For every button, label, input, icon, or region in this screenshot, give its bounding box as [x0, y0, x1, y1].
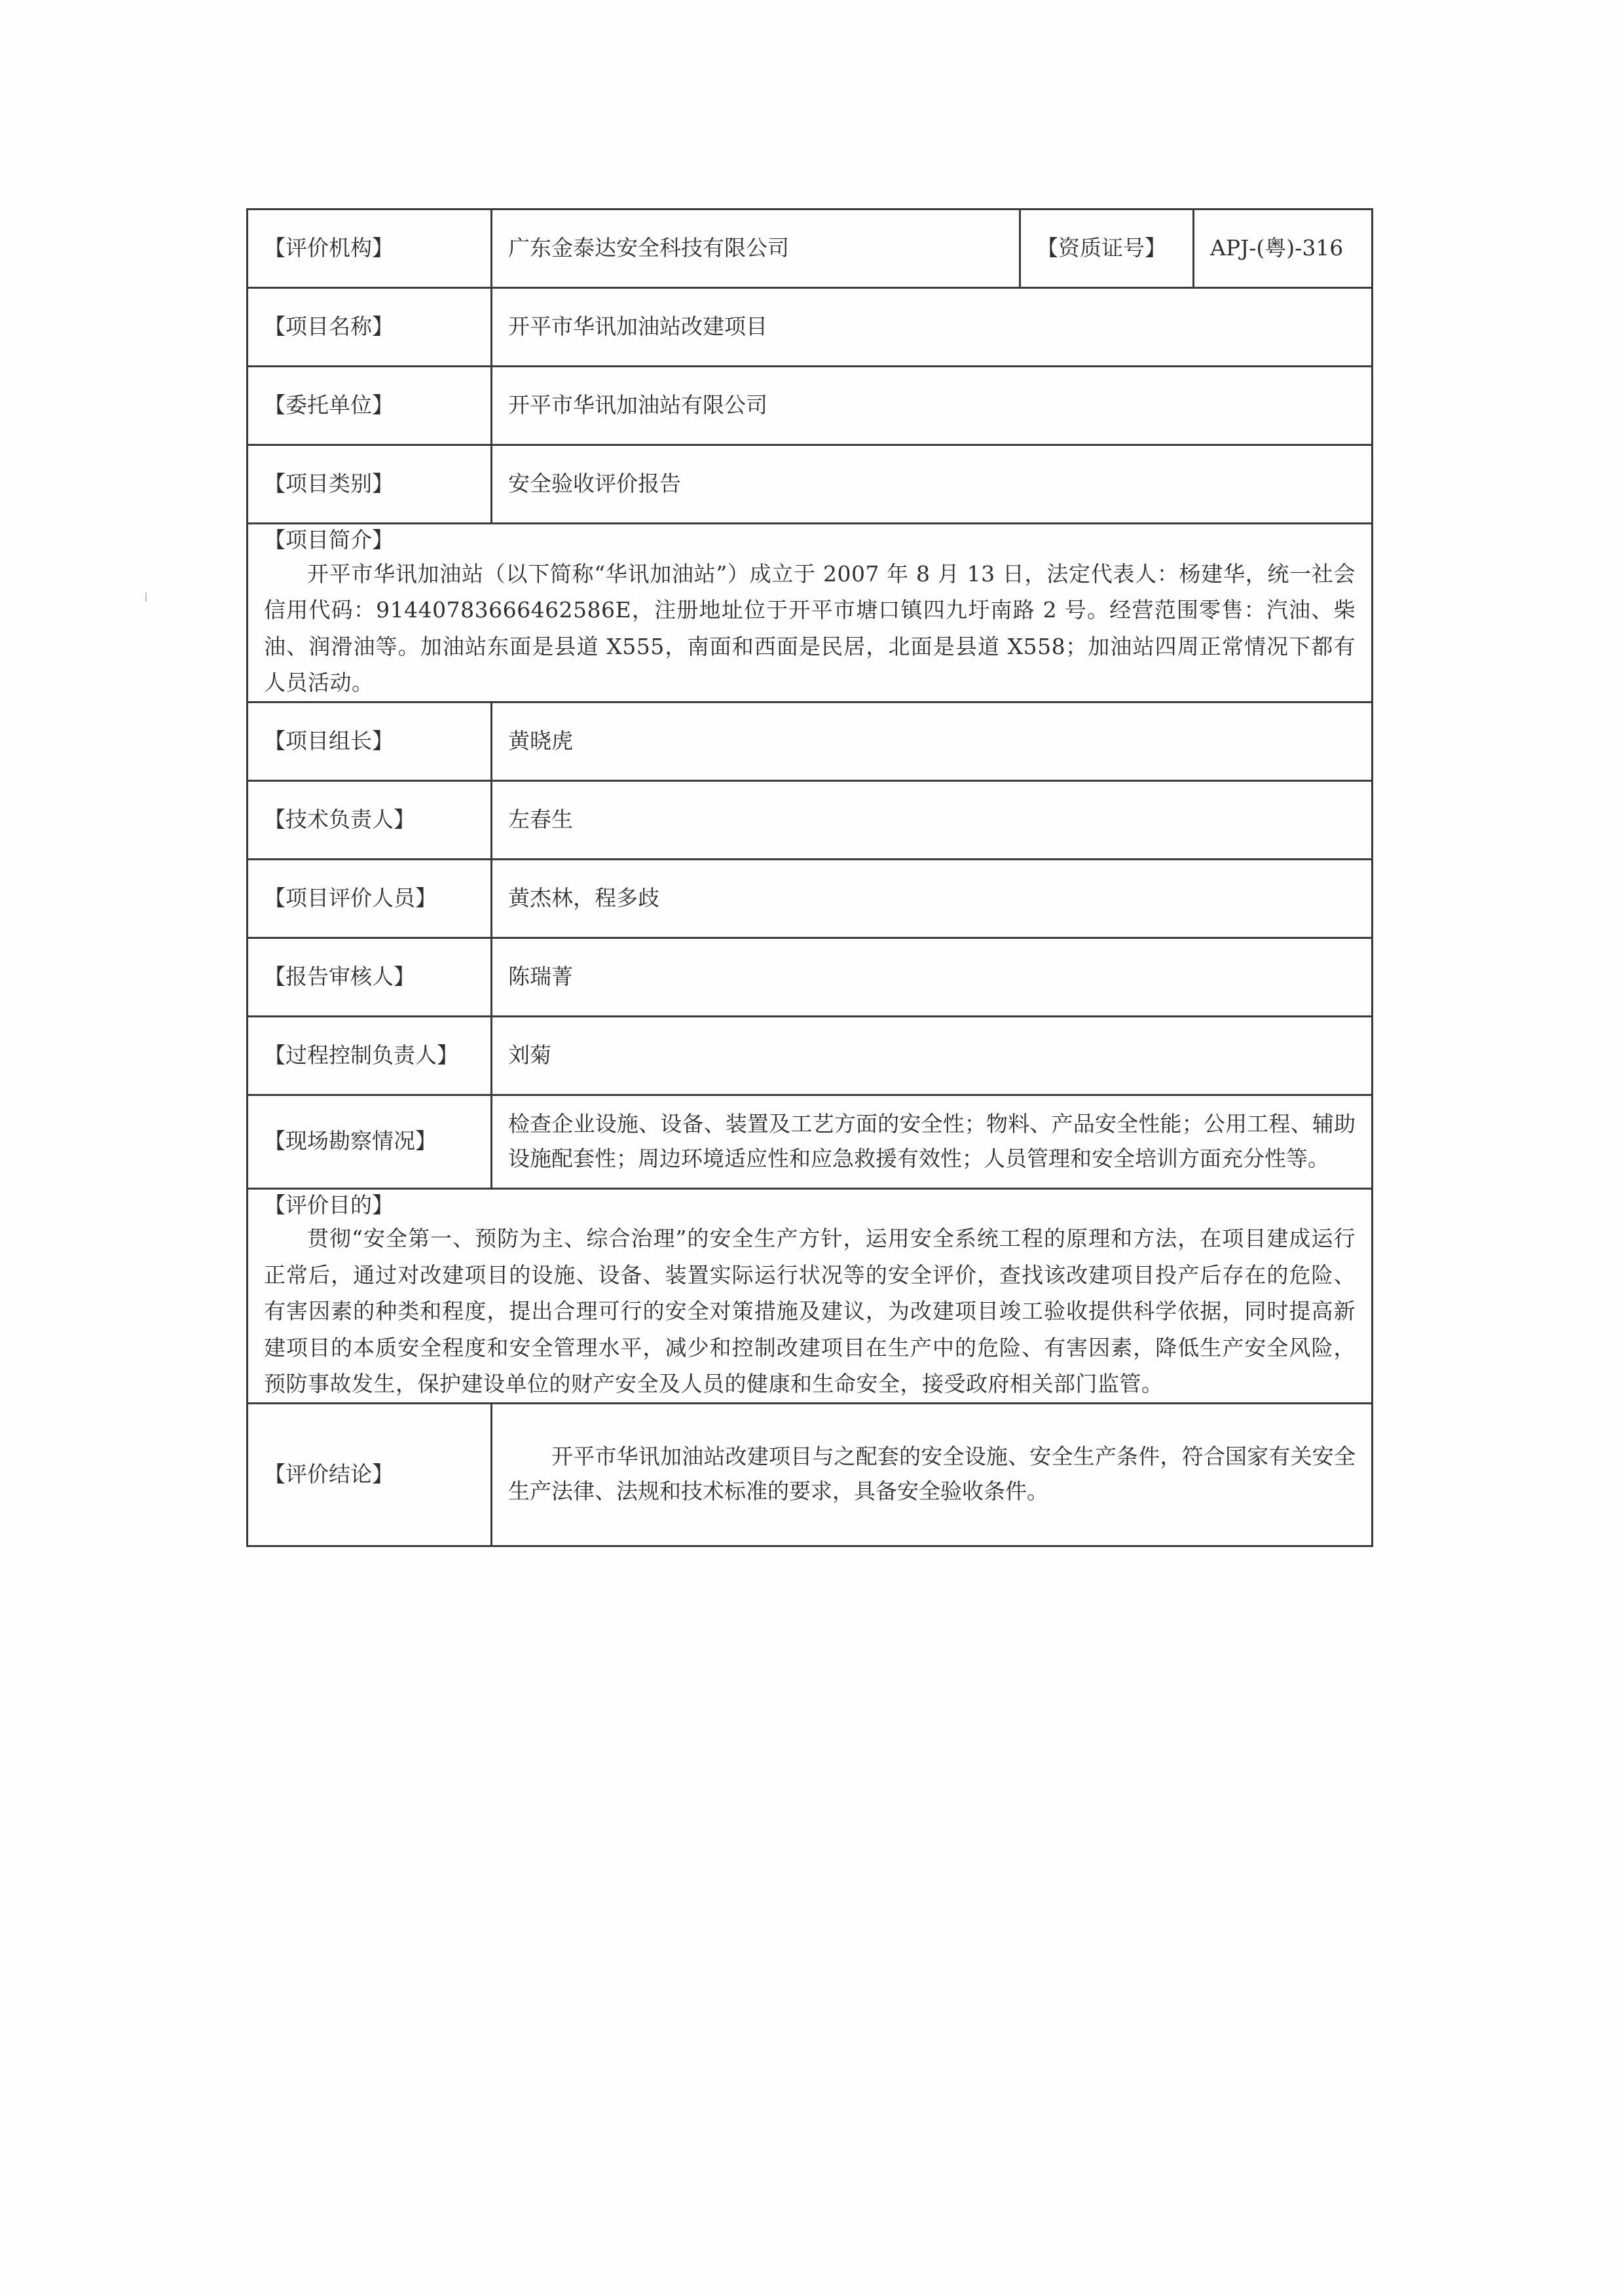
- project-type-value: 安全验收评价报告: [492, 445, 1373, 524]
- row-process-control: [248, 1016, 1373, 1095]
- technical-lead-label: 【技术负责人】: [248, 780, 492, 859]
- row-evaluation-org: [248, 210, 1373, 288]
- report-summary-table-wrapper: [246, 208, 1371, 1547]
- row-site-survey: [248, 1095, 1373, 1188]
- client-value: 开平市华讯加油站有限公司: [492, 367, 1373, 445]
- site-survey-label: 【现场勘察情况】: [248, 1095, 492, 1188]
- process-control-label: 【过程控制负责人】: [248, 1016, 492, 1095]
- reviewer-label: 【报告审核人】: [248, 938, 492, 1016]
- project-intro-text: 开平市华讯加油站（以下简称“华讯加油站”）成立于 2007 年 8 月 13 日，法定代表人：杨建华，统一社会信用代码：91440783666462586E，注册地址位于开平市塘口镇四九圩南路 2 号。经营范围零售：汽油、柴油、润滑油等。加油站东面是县道 X555，南面和西面是民居，北面是县道 X558；加油站四周正常情况下都有人员活动。: [264, 560, 1356, 696]
- row-team-leader: [248, 702, 1373, 780]
- evaluators-value: 黄杰林，程多歧: [492, 859, 1373, 938]
- evaluation-purpose-label: 【评价目的】: [264, 1192, 394, 1218]
- site-survey-value: 检查企业设施、设备、装置及工艺方面的安全性；物料、产品安全性能；公用工程、辅助设施配套性；周边环境适应性和应急救援有效性；人员管理和安全培训方面充分性等。: [492, 1095, 1373, 1188]
- row-reviewer: [248, 938, 1373, 1016]
- scan-margin-mark: [145, 592, 147, 602]
- evaluation-purpose-text: 贯彻“安全第一、预防为主、综合治理”的安全生产方针，运用安全系统工程的原理和方法，在项目建成运行正常后，通过对改建项目的设施、设备、装置实际运行状况等的安全评价，查找该改建项目投产后存在的危险、有害因素的种类和程度，提出合理可行的安全对策措施及建议，为改建项目竣工验收提供科学依据，同时提高新建项目的本质安全程度和安全管理水平，减少和控制改建项目在生产中的危险、有害因素，降低生产安全风险，预防事故发生，保护建设单位的财产安全及人员的健康和生命安全，接受政府相关部门监管。: [264, 1226, 1356, 1397]
- evaluation-conclusion-label: 【评价结论】: [248, 1403, 492, 1546]
- row-project-type: [248, 445, 1373, 524]
- team-leader-value: 黄晓虎: [492, 702, 1373, 780]
- cert-number-label: 【资质证号】: [1020, 210, 1194, 288]
- project-intro-label: 【项目简介】: [264, 527, 394, 553]
- evaluation-org-label: 【评价机构】: [248, 210, 492, 288]
- evaluation-org-value: 广东金泰达安全科技有限公司: [492, 210, 1020, 288]
- row-client: [248, 367, 1373, 445]
- evaluators-label: 【项目评价人员】: [248, 859, 492, 938]
- project-name-label: 【项目名称】: [248, 288, 492, 367]
- row-evaluators: [248, 859, 1373, 938]
- reviewer-value: 陈瑞菁: [492, 938, 1373, 1016]
- project-type-label: 【项目类别】: [248, 445, 492, 524]
- project-intro-cell: [248, 524, 1373, 702]
- team-leader-label: 【项目组长】: [248, 702, 492, 780]
- cert-number-value: APJ-(粤)-316: [1194, 210, 1373, 288]
- row-project-name: [248, 288, 1373, 367]
- technical-lead-value: 左春生: [492, 780, 1373, 859]
- evaluation-conclusion-value: 开平市华讯加油站改建项目与之配套的安全设施、安全生产条件，符合国家有关安全生产法律、法规和技术标准的要求，具备安全验收条件。: [492, 1403, 1373, 1546]
- row-project-intro: [248, 524, 1373, 702]
- row-evaluation-purpose: [248, 1188, 1373, 1403]
- process-control-value: 刘菊: [492, 1016, 1373, 1095]
- project-name-value: 开平市华讯加油站改建项目: [492, 288, 1373, 367]
- evaluation-purpose-cell: [248, 1188, 1373, 1403]
- report-summary-table: [246, 208, 1373, 1547]
- client-label: 【委托单位】: [248, 367, 492, 445]
- row-evaluation-conclusion: [248, 1403, 1373, 1546]
- row-technical-lead: [248, 780, 1373, 859]
